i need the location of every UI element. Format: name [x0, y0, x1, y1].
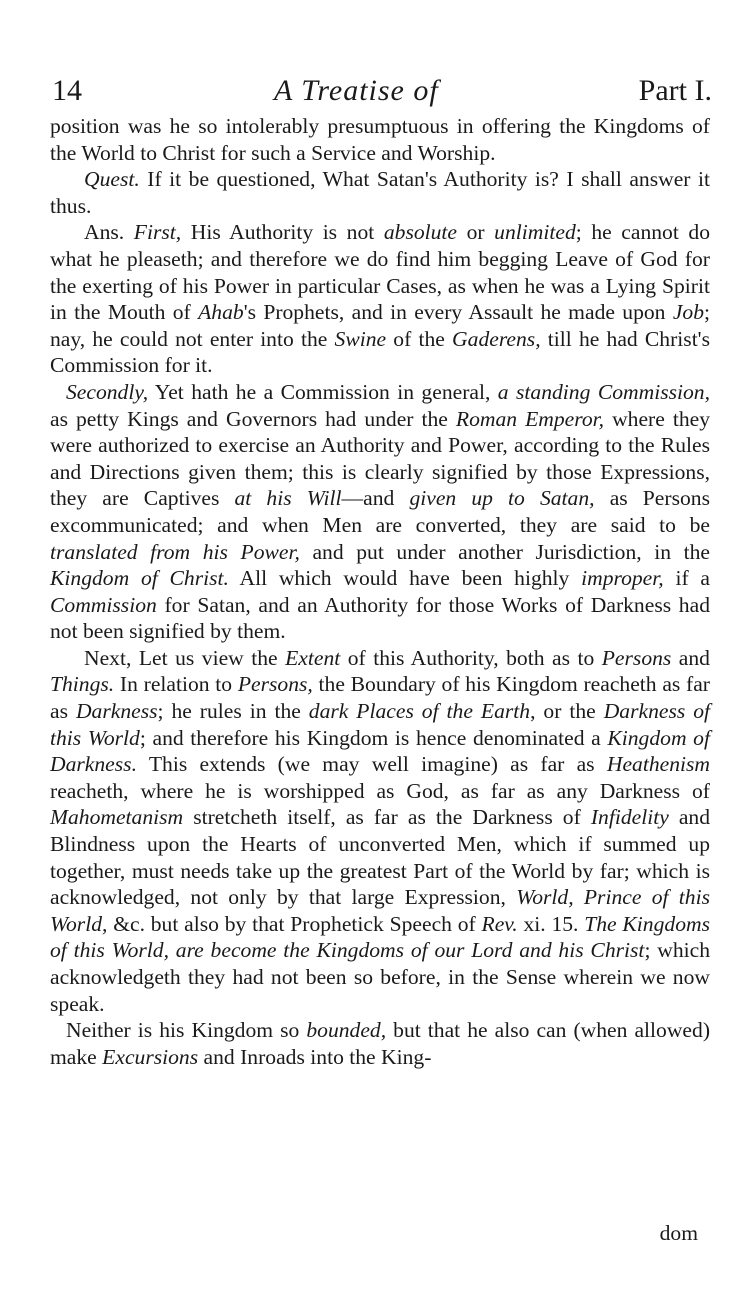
page-number: 14	[52, 74, 82, 107]
italic-run: Kingdom of Darkness.	[50, 725, 710, 777]
text-run: This extends (we may well imagine) as far as	[136, 752, 607, 777]
text-run: ; nay, he could not enter into the	[50, 300, 710, 351]
text-run: position was he so intolerably presumptuous in offering the Kingdoms of the World to Christ for such a Service and Worship.	[50, 114, 710, 165]
italic-run: unlimited	[494, 220, 576, 245]
text-run: the Boundary of his Kingdom reacheth as far as	[50, 672, 710, 724]
italic-run: a standing Commission,	[497, 379, 711, 404]
italic-run: Roman Emperor,	[455, 406, 605, 431]
text-run: and Inroads into the King-	[198, 1044, 432, 1069]
text-run: till he had Christ's Commission for it.	[50, 326, 710, 378]
italic-run: Darkness of this World	[50, 699, 710, 750]
italic-run: given up to Satan,	[409, 486, 595, 511]
italic-run: Rev.	[481, 911, 518, 936]
text-run: All which would have been highly	[228, 566, 582, 591]
italic-run: Extent	[285, 645, 341, 670]
italic-run: Commission	[50, 592, 157, 617]
text-run: &c. but also by that Prophetick Speech of	[107, 911, 482, 936]
running-title: A Treatise of	[274, 74, 439, 107]
paragraph	[50, 379, 710, 645]
paragraph	[50, 166, 710, 219]
text-run: In relation to	[114, 672, 238, 697]
italic-run: Mahometanism	[50, 805, 184, 830]
italic-run: bounded,	[306, 1018, 387, 1043]
italic-run: Infidelity	[590, 805, 669, 830]
text-run: xi. 15.	[517, 911, 585, 936]
text-run: if a	[663, 566, 710, 591]
text-run: stretcheth itself, as far as the Darkness of	[183, 805, 591, 830]
text-run: and Blindness upon the Hearts of unconverted Men, which if summed up together, must needs take up the greatest Part of the World by far; which is acknowledged, not only by that large Expression,	[50, 805, 711, 910]
text-run: ; which acknowledgeth they had not been so before, in the Sense wherein we now speak.	[50, 938, 711, 1016]
text-run: of the	[386, 326, 453, 351]
italic-run: Kingdom of Christ.	[50, 566, 229, 591]
text-run: Neither is his Kingdom so	[66, 1018, 307, 1043]
italic-run: at his Will	[234, 486, 342, 511]
italic-run: World, Prince of this World,	[50, 885, 710, 936]
text-run: as Persons excommunicated; and when Men are converted, they are said to be	[50, 486, 710, 537]
italic-run: Quest.	[84, 167, 140, 192]
text-run: His Authority is not	[181, 220, 384, 245]
text-run: 's Prophets, and in every Assault he made upon	[243, 300, 673, 325]
italic-run: Darkness	[75, 699, 158, 724]
italic-run: translated from his Power,	[50, 539, 300, 564]
italic-run: improper,	[581, 566, 664, 591]
italic-run: absolute	[383, 220, 458, 245]
italic-run: Things.	[50, 672, 115, 697]
text-run: reacheth, where he is worshipped as God, as far as any Darkness of	[50, 778, 710, 803]
text-run: or	[457, 220, 495, 245]
text-run: Ans.	[84, 220, 134, 245]
text-run: where they were authorized to exercise an Authority and Power, according to the Rules and Directions given them; this is clearly signified by those Expressions, they are Captives	[50, 406, 711, 511]
text-run: of this Authority, both as to	[340, 645, 602, 670]
italic-run: First,	[133, 220, 182, 245]
text-run: —and	[341, 486, 410, 511]
italic-run: dark Places of the Earth	[308, 699, 531, 724]
text-run: ; and therefore his Kingdom is hence denominated a	[139, 725, 608, 750]
italic-run: The Kingdoms of this World, are become the Kingdoms of our Lord and his Christ	[50, 911, 710, 963]
text-run: and	[671, 645, 710, 670]
text-run: , or the	[530, 699, 604, 724]
text-run: but that he also can (when allowed) make	[50, 1018, 711, 1069]
text-run: Next, Let us view the	[84, 645, 286, 670]
italic-run: Job	[672, 300, 704, 325]
italic-run: Gaderens,	[452, 326, 541, 351]
italic-run: Persons,	[237, 672, 313, 697]
paragraph	[50, 645, 710, 1017]
text-run: ; he cannot do what he pleaseth; and therefore we do find him begging Leave of God for the exerting of his Power in particular Cases, as when he was a Lying Spirit in the Mouth of	[50, 220, 711, 325]
text-run: as petty Kings and Governors had under the	[50, 406, 456, 431]
paragraph	[50, 1017, 710, 1070]
paragraph	[50, 219, 710, 379]
running-header	[52, 74, 712, 114]
italic-run: Swine	[334, 326, 387, 351]
italic-run: Persons	[601, 645, 672, 670]
text-run: If it be questioned, What Satan's Authority is? I shall answer it thus.	[50, 167, 710, 218]
italic-run: Secondly,	[66, 379, 149, 404]
part-label: Part I.	[638, 74, 712, 107]
catchword: dom	[659, 1221, 698, 1245]
text-run: for Satan, and an Authority for those Works of Darkness had not been signified by them.	[50, 592, 710, 644]
paragraph	[50, 113, 710, 166]
body-text	[50, 113, 710, 1070]
text-run: and put under another Jurisdiction, in the	[299, 539, 710, 564]
italic-run: Excursions	[102, 1044, 199, 1069]
italic-run: Ahab	[198, 300, 244, 325]
italic-run: Heathenism	[606, 752, 710, 777]
text-run: Yet hath he a Commission in general,	[148, 379, 498, 404]
text-run: ; he rules in the	[157, 699, 309, 724]
